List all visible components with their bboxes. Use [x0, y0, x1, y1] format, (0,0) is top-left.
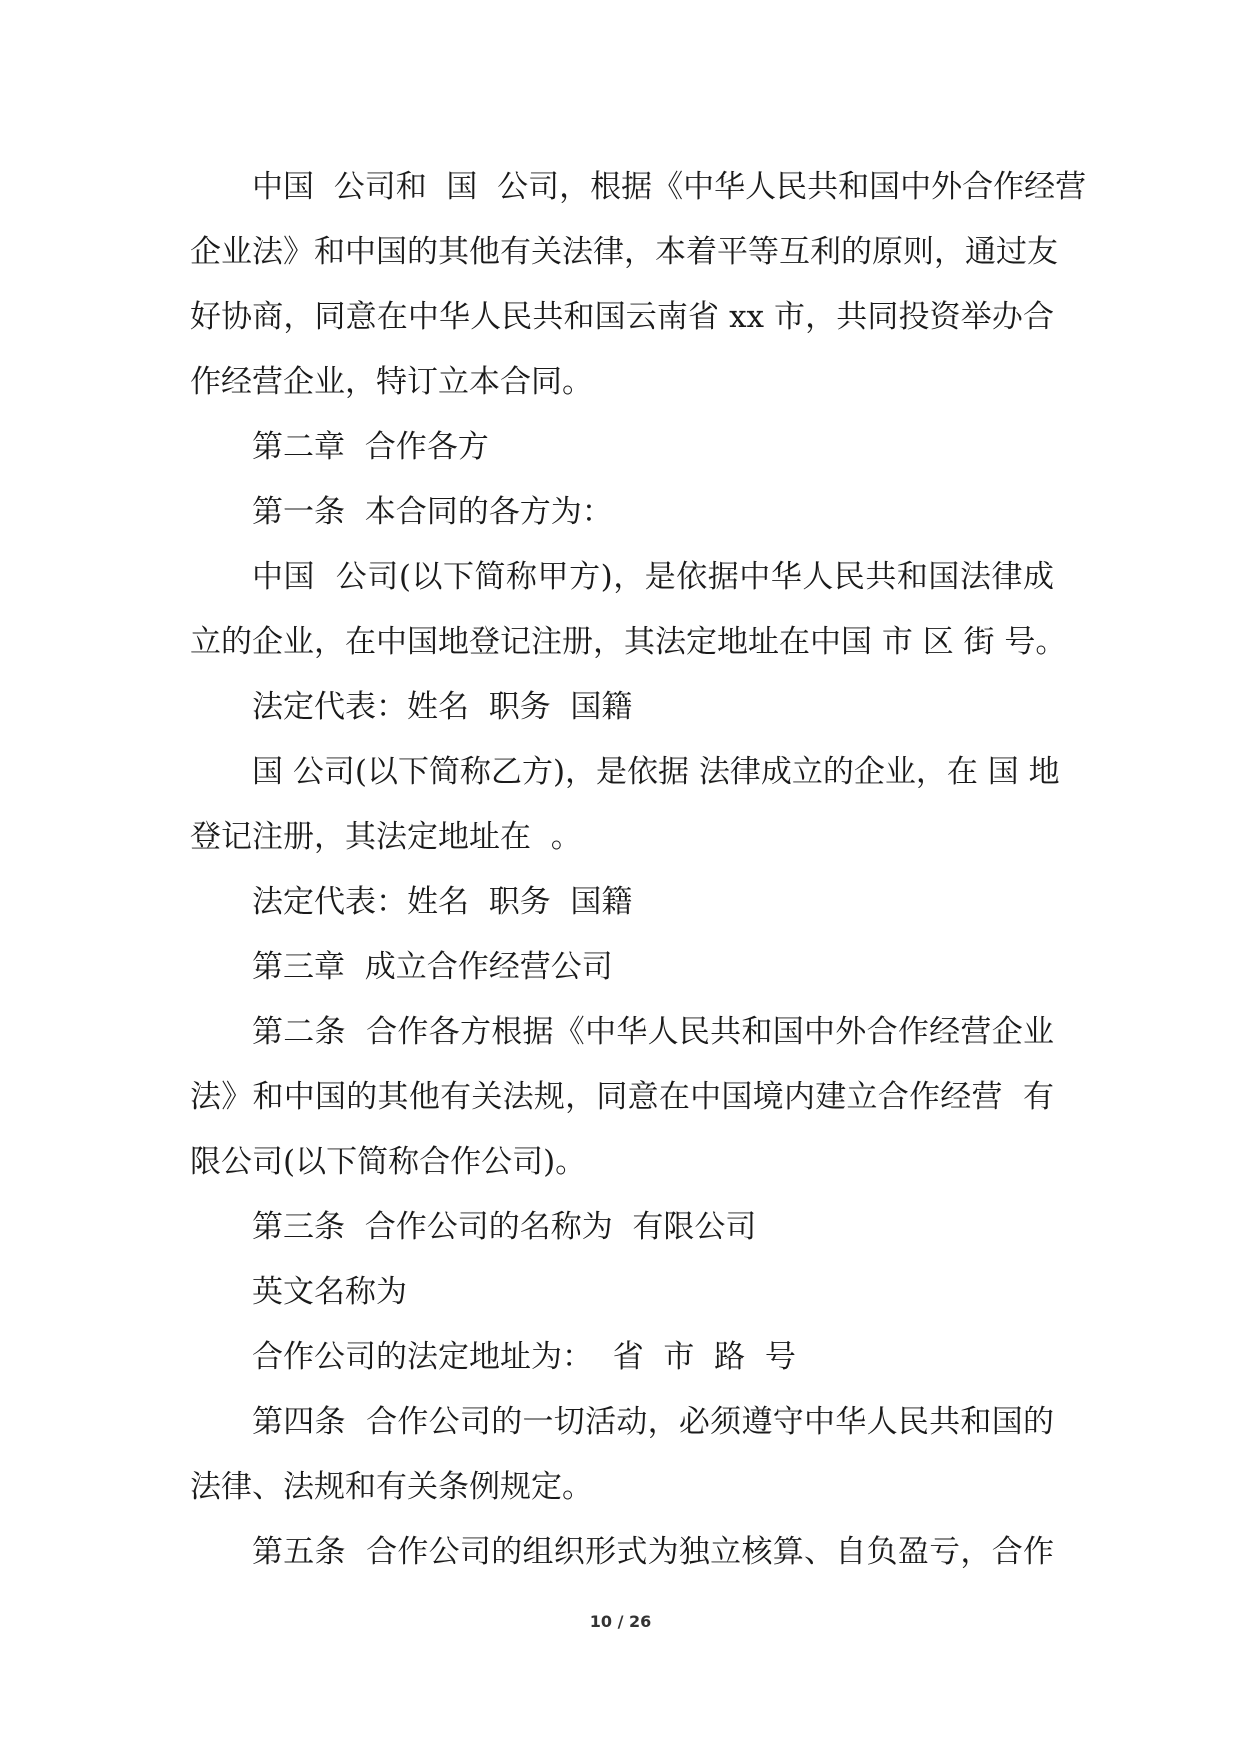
paragraph-line: 第五条 合作公司的组织形式为独立核算、自负盈亏，合作 [252, 1534, 1054, 1570]
paragraph-line: 第四条 合作公司的一切活动，必须遵守中华人民共和国的 [252, 1404, 1054, 1440]
paragraph-line: 登记注册，其法定地址在 。 [190, 819, 582, 855]
chapter-heading: 第二章 合作各方 [252, 429, 489, 465]
paragraph-line: 法律、法规和有关条例规定。 [190, 1469, 593, 1505]
paragraph-line: 限公司(以下简称合作公司)。 [190, 1144, 587, 1180]
paragraph-line: 国 公司(以下简称乙方)，是依据 法律成立的企业，在 国 地 [252, 754, 1060, 790]
chapter-heading: 第三章 成立合作经营公司 [252, 949, 613, 985]
representative-line: 法定代表：姓名 职务 国籍 [252, 689, 633, 725]
address-line: 合作公司的法定地址为： 省 市 路 号 [252, 1339, 796, 1375]
article-line: 第三条 合作公司的名称为 有限公司 [252, 1209, 757, 1245]
paragraph-line: 立的企业，在中国地登记注册，其法定地址在中国 市 区 街 号。 [190, 624, 1067, 660]
document-body [190, 155, 1087, 1585]
paragraph-line: 作经营企业，特订立本合同。 [190, 364, 593, 400]
paragraph-line: 中国 公司和 国 公司，根据《中华人民共和国中外合作经营 [252, 169, 1087, 205]
paragraph-line: 法》和中国的其他有关法规，同意在中国境内建立合作经营 有 [190, 1079, 1054, 1115]
paragraph-line: 第二条 合作各方根据《中华人民共和国中外合作经营企业 [252, 1014, 1054, 1050]
article-heading: 第一条 本合同的各方为： [252, 494, 613, 530]
paragraph-line: 中国 公司(以下简称甲方)，是依据中华人民共和国法律成 [252, 559, 1054, 595]
english-name-line: 英文名称为 [252, 1274, 407, 1310]
page-number: 10 / 26 [589, 1612, 652, 1631]
representative-line: 法定代表：姓名 职务 国籍 [252, 884, 633, 920]
paragraph-line: 好协商，同意在中华人民共和国云南省 xx 市，共同投资举办合 [190, 299, 1054, 335]
paragraph-line: 企业法》和中国的其他有关法律，本着平等互利的原则，通过友 [190, 234, 1058, 270]
